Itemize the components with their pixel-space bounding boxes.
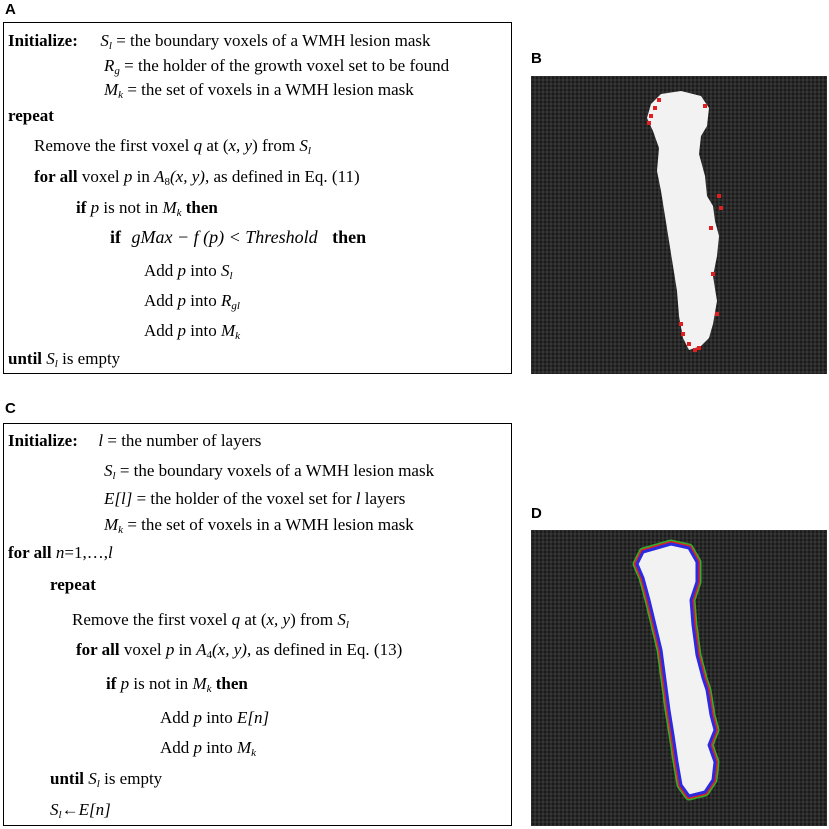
algo-c-until: until $S_l$ is empty bbox=[50, 769, 163, 790]
algo-a-if-not-in: if p is not in $M_k$ then bbox=[76, 198, 218, 219]
panel-label-c: C bbox=[5, 400, 16, 417]
voxel-grid-b bbox=[531, 76, 827, 374]
voxel-image-b bbox=[531, 76, 827, 374]
algo-a-init-r: $R_g$ = the holder of the growth voxel set to be found bbox=[104, 56, 450, 77]
algo-c-init-l: Initialize: l = the number of layers bbox=[8, 431, 262, 450]
algo-c-init-e: E[l] = the holder of the voxel set for l layers bbox=[104, 489, 406, 508]
voxel-grid-d bbox=[531, 530, 827, 826]
algorithm-c-box bbox=[3, 423, 512, 826]
voxel-image-d bbox=[531, 530, 827, 826]
algo-c-repeat: repeat bbox=[50, 575, 96, 594]
algo-c-init-s: $S_l$ = the boundary voxels of a WMH lesion mask bbox=[104, 461, 435, 482]
algo-a-add-s: Add p into $S_l$ bbox=[144, 261, 233, 282]
algorithm-a-box bbox=[3, 22, 512, 374]
algo-a-remove: Remove the first voxel q at (x, y) from $S_l$ bbox=[34, 136, 311, 157]
panel-label-a: A bbox=[5, 1, 16, 18]
algo-c-if-not-in: if p is not in $M_k$ then bbox=[106, 674, 248, 695]
algo-c-assign: $S_l\leftarrow E[n]$ bbox=[50, 800, 111, 821]
algo-a-init-m: $M_k$ = the set of voxels in a WMH lesion mask bbox=[104, 80, 414, 101]
algo-c-init-m: $M_k$ = the set of voxels in a WMH lesion mask bbox=[104, 515, 414, 536]
panel-label-d: D bbox=[531, 505, 542, 522]
algo-c-add-e: Add p into E[n] bbox=[160, 708, 270, 727]
algo-c-forall: for all voxel p in $A_4(x$, y), as defined in Eq. (13) bbox=[76, 640, 403, 661]
algo-a-forall: for all voxel p in $A_8(x$, y), as defined in Eq. (11) bbox=[34, 167, 360, 188]
algo-a-until: until $S_l$ is empty bbox=[8, 349, 121, 370]
algo-a-add-r: Add p into $R_{gl}$ bbox=[144, 291, 240, 312]
algo-a-init-s: Initialize: $S_l$ = the boundary voxels of a WMH lesion mask bbox=[8, 31, 431, 52]
algo-c-remove: Remove the first voxel q at (x, y) from $S_l$ bbox=[72, 610, 349, 631]
panel-label-b: B bbox=[531, 50, 542, 67]
algo-a-add-m: Add p into $M_k$ bbox=[144, 321, 241, 342]
algo-a-if-threshold: if gMax − f (p) < Threshold then bbox=[110, 227, 367, 247]
algo-c-forall-n: for all n=1,…,l bbox=[8, 543, 113, 562]
algo-a-repeat: repeat bbox=[8, 106, 54, 125]
algo-c-add-m: Add p into $M_k$ bbox=[160, 738, 257, 759]
